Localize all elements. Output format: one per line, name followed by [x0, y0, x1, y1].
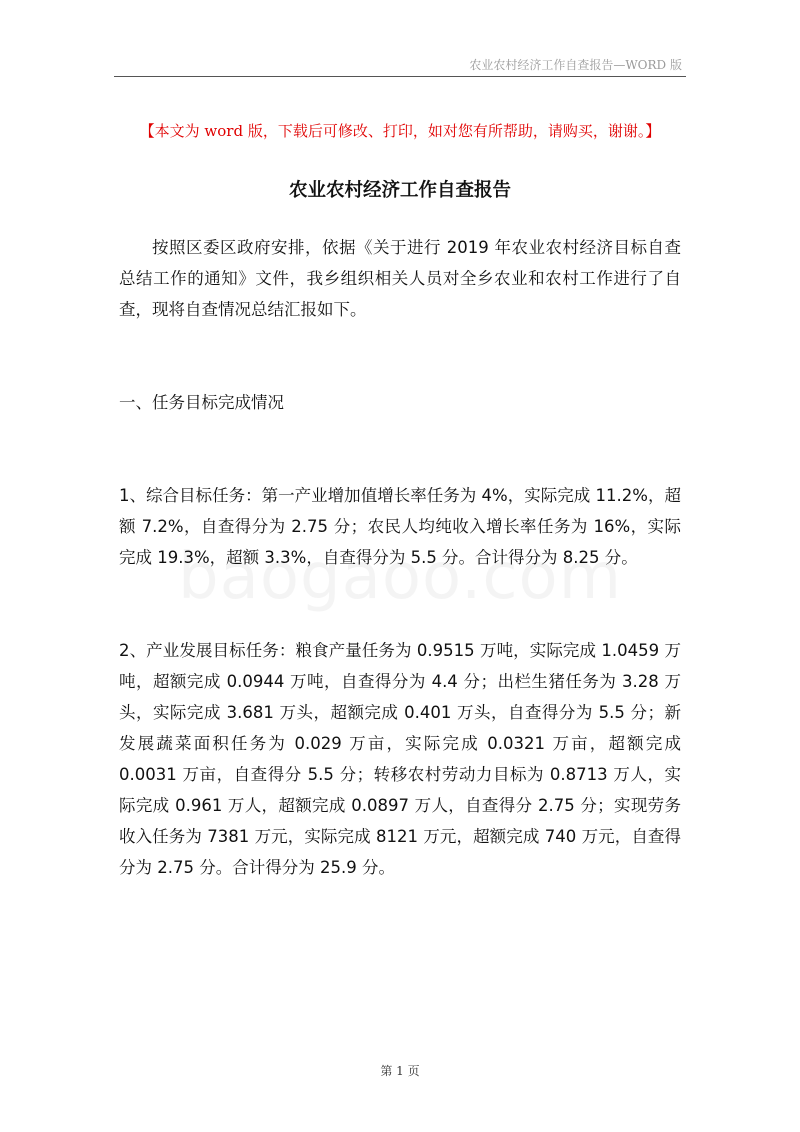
section-heading: 一、任务目标完成情况	[119, 393, 284, 412]
intro-paragraph: 按照区委区政府安排，依据《关于进行 2019 年农业农村经济目标自查总结工作的通知》文件，我乡组织相关人员对全乡农业和农村工作进行了自查，现将自查情况总结汇报如下。	[119, 238, 681, 319]
header-divider	[114, 76, 686, 77]
item-comprehensive-targets: 1、综合目标任务：第一产业增加值增长率任务为 4%，实际完成 11.2%，超额 7.2%，自查得分为 2.75 分；农民人均纯收入增长率任务为 16%，实际完成 19.3%，超额 3.3%，自查得分为 5.5 分。合计得分为 8.25 分。	[119, 486, 681, 567]
document-title: 农业农村经济工作自查报告	[288, 180, 511, 201]
document-body	[119, 232, 681, 883]
running-header: 农业农村经济工作自查报告—WORD 版	[469, 58, 682, 72]
purchase-notice: 【本文为 word 版，下载后可修改、打印，如对您有所帮助，请购买，谢谢。】	[139, 122, 661, 140]
page-number: 第 1 页	[380, 1064, 420, 1078]
item-industry-targets: 2、产业发展目标任务：粮食产量任务为 0.9515 万吨，实际完成 1.0459 万吨，超额完成 0.0944 万吨，自查得分为 4.4 分；出栏生猪任务为 3.28 万头，实际完成 3.681 万头，超额完成 0.401 万头，自查得分为 5.5 分；新发展蔬菜面积任务为 0.029 万亩，实际完成 0.0321 万亩，超额完成 0.0031 万亩，自查得分 5.5 分；转移农村劳动力目标为 0.8713 万人，实际完成 0.961 万人，超额完成 0.0897 万人，自查得分 2.75 分；实现劳务收入任务为 7381 万元，实际完成 8121 万元，超额完成 740 万元，自查得分为 2.75 分。合计得分为 25.9 分。	[119, 641, 681, 877]
